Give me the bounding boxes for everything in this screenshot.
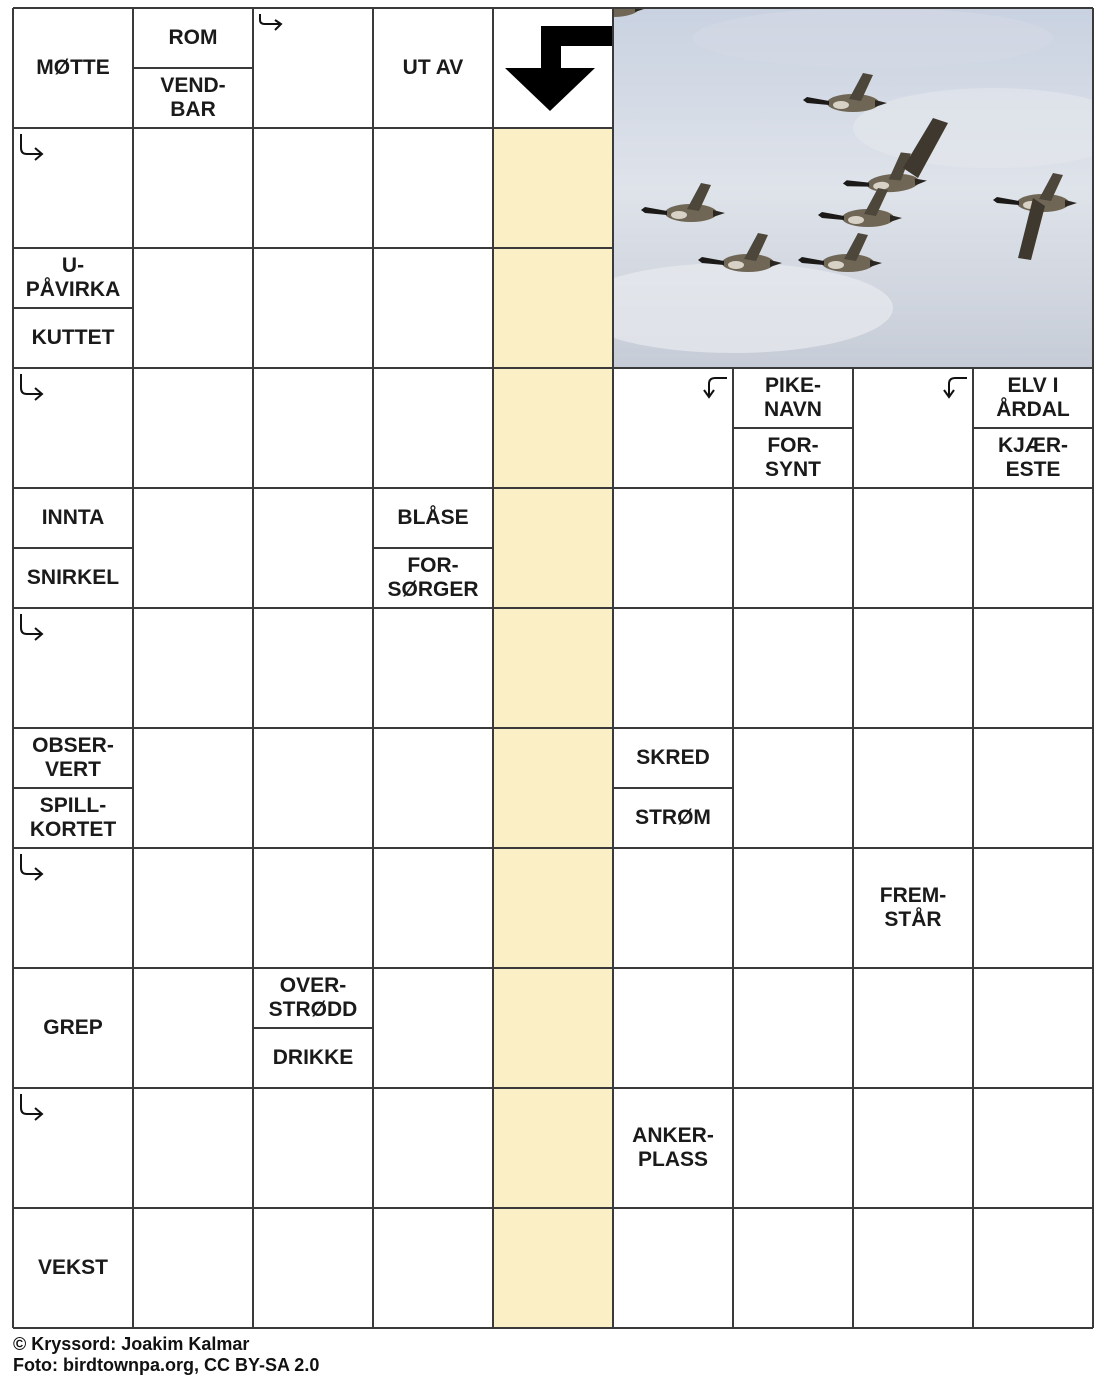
arrow-right-down-icon xyxy=(257,10,293,38)
grid-line-vertical xyxy=(12,8,14,1328)
clue-kjaereste: KJÆR- ESTE xyxy=(973,428,1093,488)
clue-overstrodd: OVER- STRØDD xyxy=(253,968,373,1028)
grid-line-horizontal xyxy=(13,1327,1093,1329)
clue-upavirka: U- PÅVIRKA xyxy=(13,248,133,308)
geese-photo xyxy=(613,8,1093,368)
grid-line-horizontal xyxy=(13,547,133,549)
grid-line-horizontal xyxy=(253,1027,373,1029)
clue-forsynt: FOR- SYNT xyxy=(733,428,853,488)
arrow-left-down-icon xyxy=(701,372,731,402)
arrow-down-right-icon xyxy=(17,612,47,648)
clue-fremstar: FREM- STÅR xyxy=(853,848,973,968)
credit-photo: Foto: birdtownpa.org, CC BY-SA 2.0 xyxy=(13,1355,320,1375)
grid-line-horizontal xyxy=(13,307,133,309)
grid-line-vertical xyxy=(612,8,614,1328)
grid-line-horizontal xyxy=(13,847,1093,849)
arrow-down-right-icon xyxy=(17,132,47,168)
grid-line-vertical xyxy=(372,8,374,1328)
grid-line-vertical xyxy=(492,8,494,1328)
credits xyxy=(13,1334,319,1376)
clue-innta: INNTA xyxy=(13,488,133,548)
grid-line-horizontal xyxy=(13,607,1093,609)
clue-strom: STRØM xyxy=(613,788,733,848)
credit-author: © Kryssord: Joakim Kalmar xyxy=(13,1334,250,1354)
clue-vendbar: VEND- BAR xyxy=(133,68,253,128)
grid-line-horizontal xyxy=(13,787,133,789)
clue-snirkel: SNIRKEL xyxy=(13,548,133,608)
clue-motte: MØTTE xyxy=(13,8,133,128)
grid-line-horizontal xyxy=(613,787,733,789)
arrow-left-down-icon xyxy=(941,372,971,402)
grid-line-vertical xyxy=(1092,8,1094,1328)
crossword-grid xyxy=(13,8,1093,1328)
clue-observert: OBSER- VERT xyxy=(13,728,133,788)
grid-line-horizontal xyxy=(13,1207,1093,1209)
clue-ankerplass: ANKER- PLASS xyxy=(613,1088,733,1208)
grid-line-horizontal xyxy=(13,7,1093,9)
grid-line-horizontal xyxy=(13,487,1093,489)
grid-line-horizontal xyxy=(133,67,253,69)
clue-drikke: DRIKKE xyxy=(253,1028,373,1088)
grid-line-horizontal xyxy=(973,427,1093,429)
clue-spillkortet: SPILL- KORTET xyxy=(13,788,133,848)
grid-line-horizontal xyxy=(13,247,613,249)
grid-line-horizontal xyxy=(733,427,853,429)
grid-line-horizontal xyxy=(13,967,1093,969)
arrow-down-right-icon xyxy=(17,372,47,408)
grid-line-horizontal xyxy=(13,367,1093,369)
grid-line-horizontal xyxy=(13,1087,1093,1089)
clue-kuttet: KUTTET xyxy=(13,308,133,368)
clue-pikenavn: PIKE- NAVN xyxy=(733,368,853,428)
clue-grep: GREP xyxy=(13,968,133,1088)
clue-skred: SKRED xyxy=(613,728,733,788)
arrow-down-right-icon xyxy=(17,852,47,888)
grid-line-horizontal xyxy=(13,127,613,129)
solution-arrow-icon xyxy=(493,8,613,128)
clue-vekst: VEKST xyxy=(13,1208,133,1328)
grid-line-horizontal xyxy=(13,727,1093,729)
clue-ut-av: UT AV xyxy=(373,8,493,128)
clue-forsorger: FOR- SØRGER xyxy=(373,548,493,608)
clue-blase: BLÅSE xyxy=(373,488,493,548)
clue-rom: ROM xyxy=(133,8,253,68)
grid-line-horizontal xyxy=(373,547,493,549)
grid-line-vertical xyxy=(252,8,254,1328)
grid-line-vertical xyxy=(132,8,134,1328)
clue-elv-i-ardal: ELV I ÅRDAL xyxy=(973,368,1093,428)
arrow-down-right-icon xyxy=(17,1092,47,1128)
